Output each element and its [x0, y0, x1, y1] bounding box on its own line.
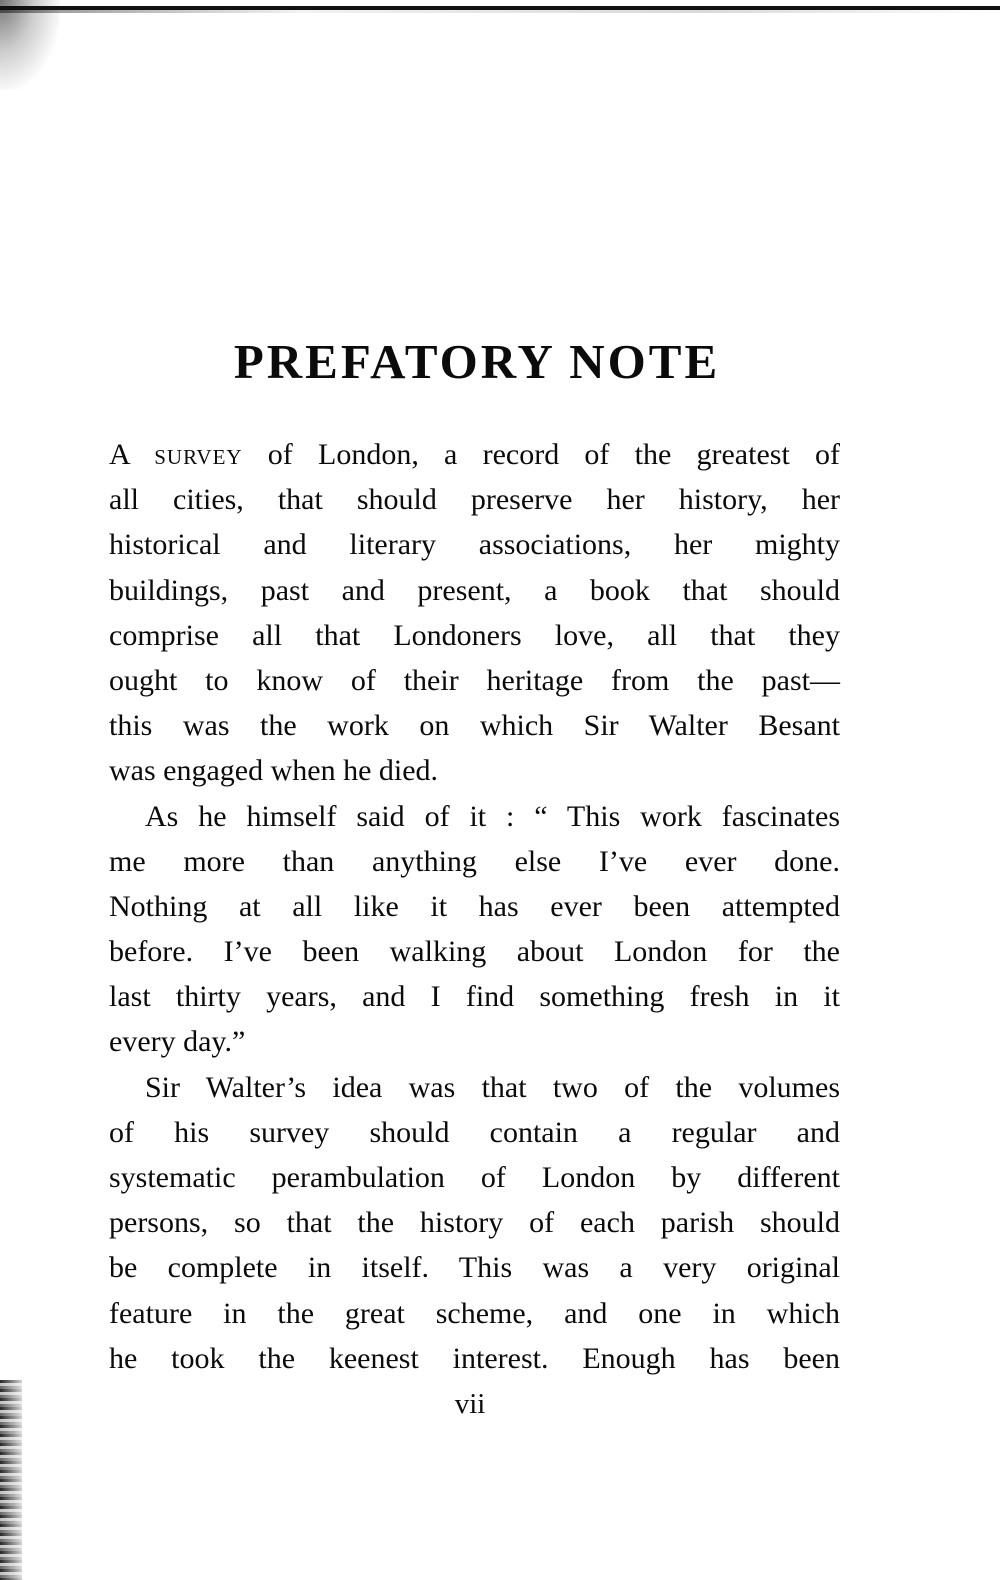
text-line: Sir Walter’s idea was that two of the volumes — [145, 1070, 840, 1104]
text-line: this was the work on which Sir Walter Besant — [109, 709, 840, 743]
text-line: ought to know of their heritage from the past— — [109, 663, 840, 697]
text-line: was engaged when he died. — [109, 754, 439, 788]
text-line: A survey of London, a record of the greatest of — [109, 438, 840, 471]
text-line: all cities, that should preserve her history, her — [109, 483, 840, 517]
text-line: be complete in itself. This was a very original — [109, 1251, 840, 1285]
text-line: comprise all that Londoners love, all that they — [109, 618, 840, 652]
text-line: Nothing at all like it has ever been attempted — [109, 889, 840, 923]
body-text — [109, 432, 840, 1381]
text-line: persons, so that the history of each parish should — [109, 1206, 840, 1240]
text-line: historical and literary associations, her mighty — [109, 528, 840, 562]
text-line: before. I’ve been walking about London for the — [109, 935, 840, 969]
text-line: me more than anything else I’ve ever done. — [109, 844, 840, 878]
page-number: vii — [454, 1388, 486, 1420]
text-line: feature in the great scheme, and one in which — [109, 1296, 840, 1330]
text-line: systematic perambulation of London by different — [109, 1161, 840, 1194]
small-caps-word: survey — [154, 438, 243, 471]
text-line: buildings, past and present, a book that should — [109, 573, 840, 607]
text-line: last thirty years, and I find something fresh in it — [109, 980, 840, 1014]
text-line: every day.” — [109, 1025, 246, 1059]
page-title: PREFATORY NOTE — [233, 334, 721, 389]
text-line: of his survey should contain a regular and — [109, 1115, 840, 1149]
scan-corner-smudge — [0, 0, 60, 90]
text-line: As he himself said of it : “ This work fascinates — [145, 799, 840, 833]
scan-top-edge-shadow — [0, 10, 1000, 13]
text-line: he took the keenest interest. Enough has been — [109, 1341, 840, 1375]
